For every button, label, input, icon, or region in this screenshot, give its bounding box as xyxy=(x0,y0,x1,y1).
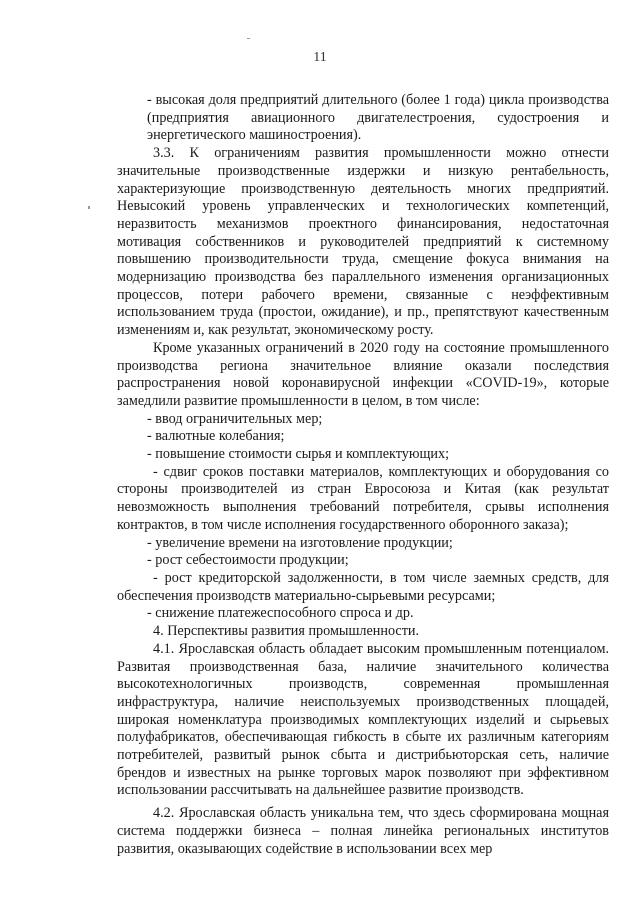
paragraph: 4.2. Ярославская область уникальна тем, что здесь сформирована мощная система поддержки бизнеса – полная линейка региональных институтов развития, оказывающих содействие в использовании всех мер xyxy=(117,805,609,857)
page-number: 11 xyxy=(313,50,327,65)
document-body xyxy=(117,92,609,858)
list-item: - рост кредиторской задолженности, в том числе заемных средств, для обеспечения производств материально-сырьевыми ресурсами; xyxy=(117,569,609,604)
list-item: - рост себестоимости продукции; xyxy=(147,552,349,569)
list-item: - повышение стоимости сырья и комплектующих; xyxy=(147,446,450,463)
list-item: - увеличение времени на изготовление продукции; xyxy=(147,534,453,551)
list-item: - сдвиг сроков поставки материалов, комплектующих и оборудования со стороны производителей из стран Евросоюза и Китая (как результат невозможность выполнения требований потребителя, срывы исполнения контрактов, в том числе исполнения государственного оборонного заказа); xyxy=(117,463,609,533)
paragraph: 3.3. К ограничениям развития промышленности можно отнести значительные производственные издержки и низкую рентабельность, характеризующие производственную деятельность многих предприятий. Невысокий уровень управленческих и технологических компетенций, неразвитость механизмов проектного финансирования, недостаточная мотивация собственников и руководителей предприятий к системному повышению производительности труда, смещение фокуса внимания на модернизацию производства без параллельного изменения организационных процессов, потери рабочего времени, связанные с неэффективным использованием труда (простои, ожидание), и пр., препятствуют качественным изменениям и, как результат, экономическому росту. xyxy=(117,145,609,339)
scan-mark xyxy=(247,38,250,39)
list-item: - валютные колебания; xyxy=(147,428,285,445)
list-item: - ввод ограничительных мер; xyxy=(147,410,323,427)
paragraph: Кроме указанных ограничений в 2020 году на состояние промышленного производства региона значительное влияние оказали последствия распространения новой коронавирусной инфекции «COVID-19», которые замедлили развитие промышленности в целом, в том числе: xyxy=(117,339,609,409)
scan-mark xyxy=(88,206,90,209)
section-heading: 4. Перспективы развития промышленности. xyxy=(153,623,420,640)
list-item: - высокая доля предприятий длительного (более 1 года) цикла производства (предприятия авиационного двигателестроения, судостроения и энергетического машиностроения). xyxy=(147,92,609,144)
paragraph: 4.1. Ярославская область обладает высоким промышленным потенциалом. Развитая производственная база, наличие значительного количества высокотехнологичных производств, современная промышленная инфраструктура, наличие неиспользуемых производственных площадей, широкая номенклатура производимых комплектующих изделий и сырьевых полуфабрикатов, обеспечивающая гибкость в сбыте их различным категориям потребителей, развитый рынок сбыта и дистрибьюторская сеть, наличие брендов и известных на рынке торговых марок позволяют при эффективном использовании рассчитывать на дальнейшее развитие производств. xyxy=(117,640,609,799)
list-item: - снижение платежеспособного спроса и др. xyxy=(147,605,414,622)
